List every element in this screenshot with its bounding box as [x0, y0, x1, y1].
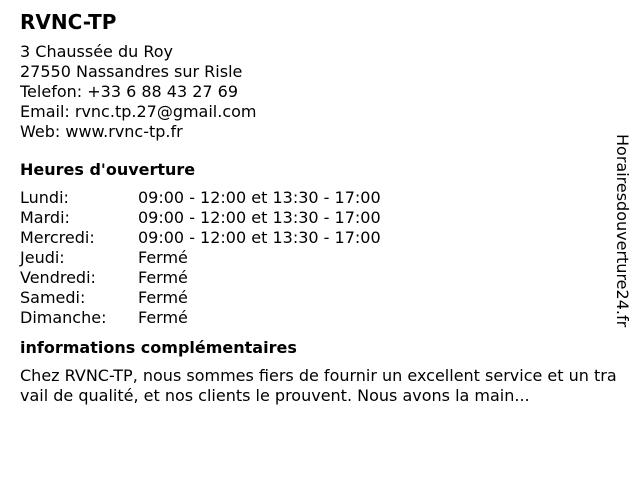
day-label: Mercredi:	[20, 228, 95, 247]
day-hours: Fermé	[138, 268, 188, 287]
site-watermark: Horairesdouverture24.fr	[613, 134, 632, 328]
web-line: Web: www.rvnc-tp.fr	[20, 122, 183, 141]
day-label: Samedi:	[20, 288, 86, 307]
hours-table	[20, 188, 620, 328]
hours-row-jeudi	[20, 248, 620, 268]
hours-row-mercredi	[20, 228, 620, 248]
hours-row-dimanche	[20, 308, 620, 328]
day-label: Dimanche:	[20, 308, 107, 327]
hours-heading: Heures d'ouverture	[20, 160, 196, 179]
business-card	[20, 10, 620, 406]
day-hours: Fermé	[138, 248, 188, 267]
email-line: Email: rvnc.tp.27@gmail.com	[20, 102, 257, 121]
hours-row-samedi	[20, 288, 620, 308]
business-name: RVNC-TP	[20, 10, 117, 34]
hours-row-mardi	[20, 208, 620, 228]
day-hours: Fermé	[138, 288, 188, 307]
day-hours: 09:00 - 12:00 et 13:30 - 17:00	[138, 228, 381, 247]
day-hours: 09:00 - 12:00 et 13:30 - 17:00	[138, 208, 381, 227]
phone-line: Telefon: +33 6 88 43 27 69	[20, 82, 239, 101]
day-hours: Fermé	[138, 308, 188, 327]
address-city: 27550 Nassandres sur Risle	[20, 62, 243, 81]
info-heading: informations complémentaires	[20, 338, 297, 357]
day-hours: 09:00 - 12:00 et 13:30 - 17:00	[138, 188, 381, 207]
day-label: Lundi:	[20, 188, 69, 207]
address-street: 3 Chaussée du Roy	[20, 42, 174, 61]
hours-row-vendredi	[20, 268, 620, 288]
day-label: Mardi:	[20, 208, 70, 227]
day-label: Vendredi:	[20, 268, 96, 287]
day-label: Jeudi:	[20, 248, 65, 267]
info-description: Chez RVNC-TP, nous sommes fiers de fournir un excellent service et un travail de qualité, et nos clients le prouvent. Nous avons la main...	[20, 366, 617, 405]
hours-row-lundi	[20, 188, 620, 208]
